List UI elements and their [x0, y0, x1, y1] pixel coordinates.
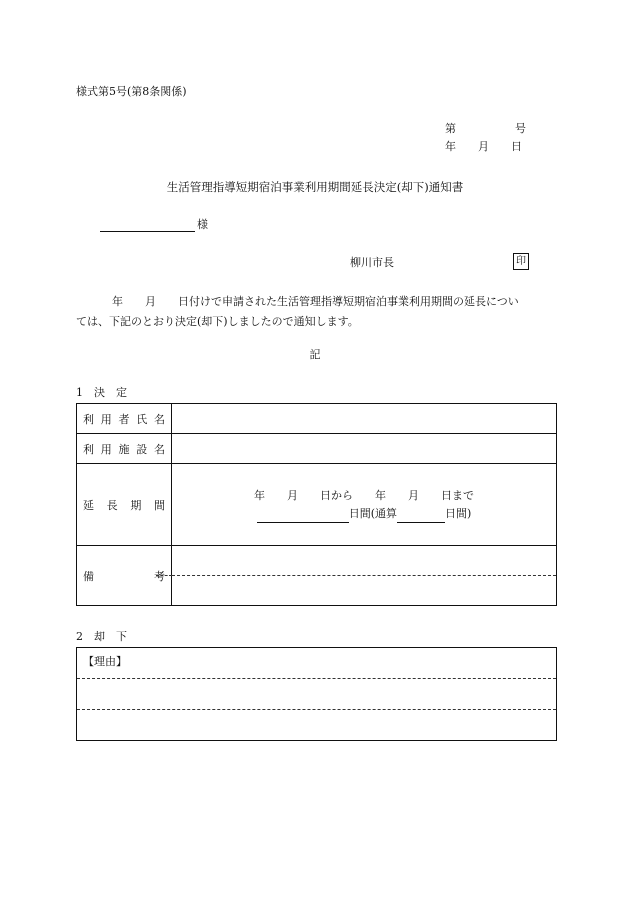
seal-mark: 印 — [513, 253, 529, 270]
user-name-field[interactable] — [172, 404, 557, 434]
reason-label: 【理由】 — [83, 655, 127, 668]
addressee-suffix: 様 — [197, 218, 208, 231]
user-name-label: 利 用 者 氏 名 — [77, 404, 172, 434]
doc-number-suffix: 号 — [515, 122, 526, 135]
remarks-field[interactable] — [172, 546, 557, 606]
table-row — [77, 464, 557, 546]
body-text-line1: 日付けで申請された生活管理指導短期宿泊事業利用期間の延長につい — [178, 295, 519, 308]
section2-heading: 2 却 下 — [76, 630, 127, 643]
total-days-blank — [397, 509, 445, 523]
date-day: 日 — [511, 140, 522, 153]
issuer-name: 柳川市長 — [350, 256, 394, 269]
doc-number-prefix: 第 — [445, 122, 456, 135]
extension-period-label: 延 長 期 間 — [77, 464, 172, 546]
document-date — [445, 140, 522, 154]
form-number-label: 様式第5号(第8条関係) — [76, 85, 187, 98]
extension-period-field[interactable]: 年 月 日から 年 月 日まで 日間(通算 日間) — [172, 464, 557, 546]
remarks-label: 備 考 — [77, 546, 172, 606]
ki-heading: 記 — [309, 348, 321, 361]
document-number — [445, 122, 526, 136]
body-year: 年 — [112, 295, 123, 308]
decision-table — [76, 403, 557, 606]
body-text-line2: ては、下記のとおり決定(却下)しましたので通知します。 — [76, 315, 359, 328]
facility-name-label: 利 用 施 設 名 — [77, 434, 172, 464]
table-row — [77, 434, 557, 464]
rejection-reason-box[interactable] — [76, 647, 557, 741]
notice-body — [76, 292, 556, 332]
body-month: 月 — [145, 295, 156, 308]
document-title: 生活管理指導短期宿泊事業利用期間延長決定(却下)通知書 — [166, 180, 464, 194]
table-row — [77, 546, 557, 606]
addressee — [100, 218, 208, 232]
date-year: 年 — [445, 140, 456, 153]
date-month: 月 — [478, 140, 489, 153]
facility-name-field[interactable] — [172, 434, 557, 464]
section1-heading: 1 決 定 — [76, 386, 127, 399]
addressee-blank — [100, 218, 195, 232]
days-blank — [257, 509, 349, 523]
table-row — [77, 404, 557, 434]
